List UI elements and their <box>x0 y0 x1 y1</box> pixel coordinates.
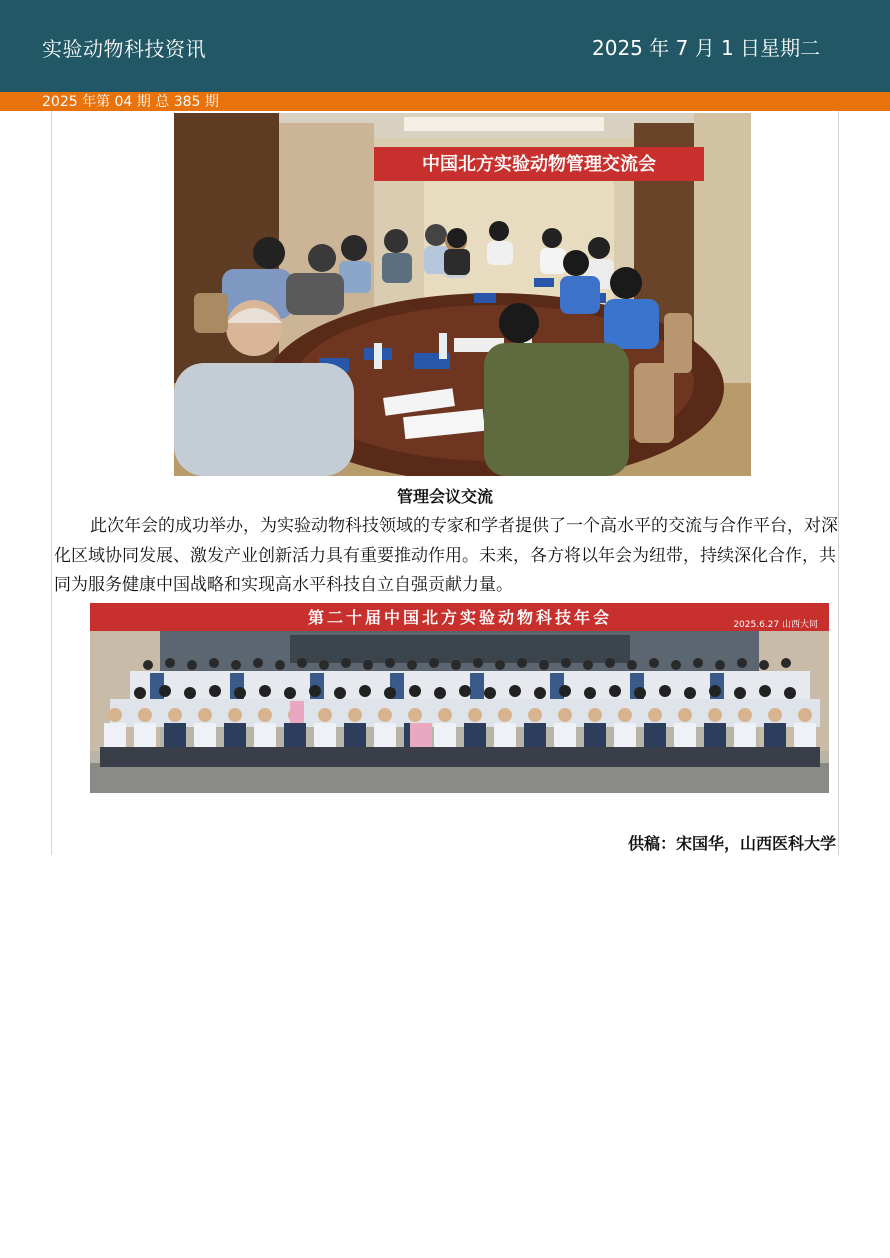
group-banner-title: 第二十届中国北方实验动物科技年会 <box>307 608 613 627</box>
group-banner-date: 2025.6.27 山西大同 <box>733 620 818 630</box>
article-paragraph: 此次年会的成功举办，为实验动物科技领域的专家和学者提供了一个高水平的交流与合作平台，对深化区域协同发展、激发产业创新活力具有重要推动作用。未来，各方将以年会为纽带，持续深化合作，共同为服务健康中国战略和实现高水平科技自立自强贡献力量。 <box>54 516 838 595</box>
group-photo <box>90 603 829 793</box>
publication-date: 2025 年 7 月 1 日星期二 <box>592 36 821 60</box>
article-credit: 供稿：宋国华，山西医科大学 <box>627 834 836 853</box>
issue-bar <box>0 92 890 111</box>
page-header <box>0 0 890 92</box>
publication-title: 实验动物科技资讯 <box>42 37 206 61</box>
meeting-banner-text: 中国北方实验动物管理交流会 <box>422 154 656 175</box>
meeting-photo <box>174 113 751 476</box>
photo-caption: 管理会议交流 <box>396 487 493 506</box>
group-photo-illustration <box>90 603 829 793</box>
meeting-photo-illustration <box>174 113 751 476</box>
issue-number: 2025 年第 04 期 总 385 期 <box>42 94 219 110</box>
